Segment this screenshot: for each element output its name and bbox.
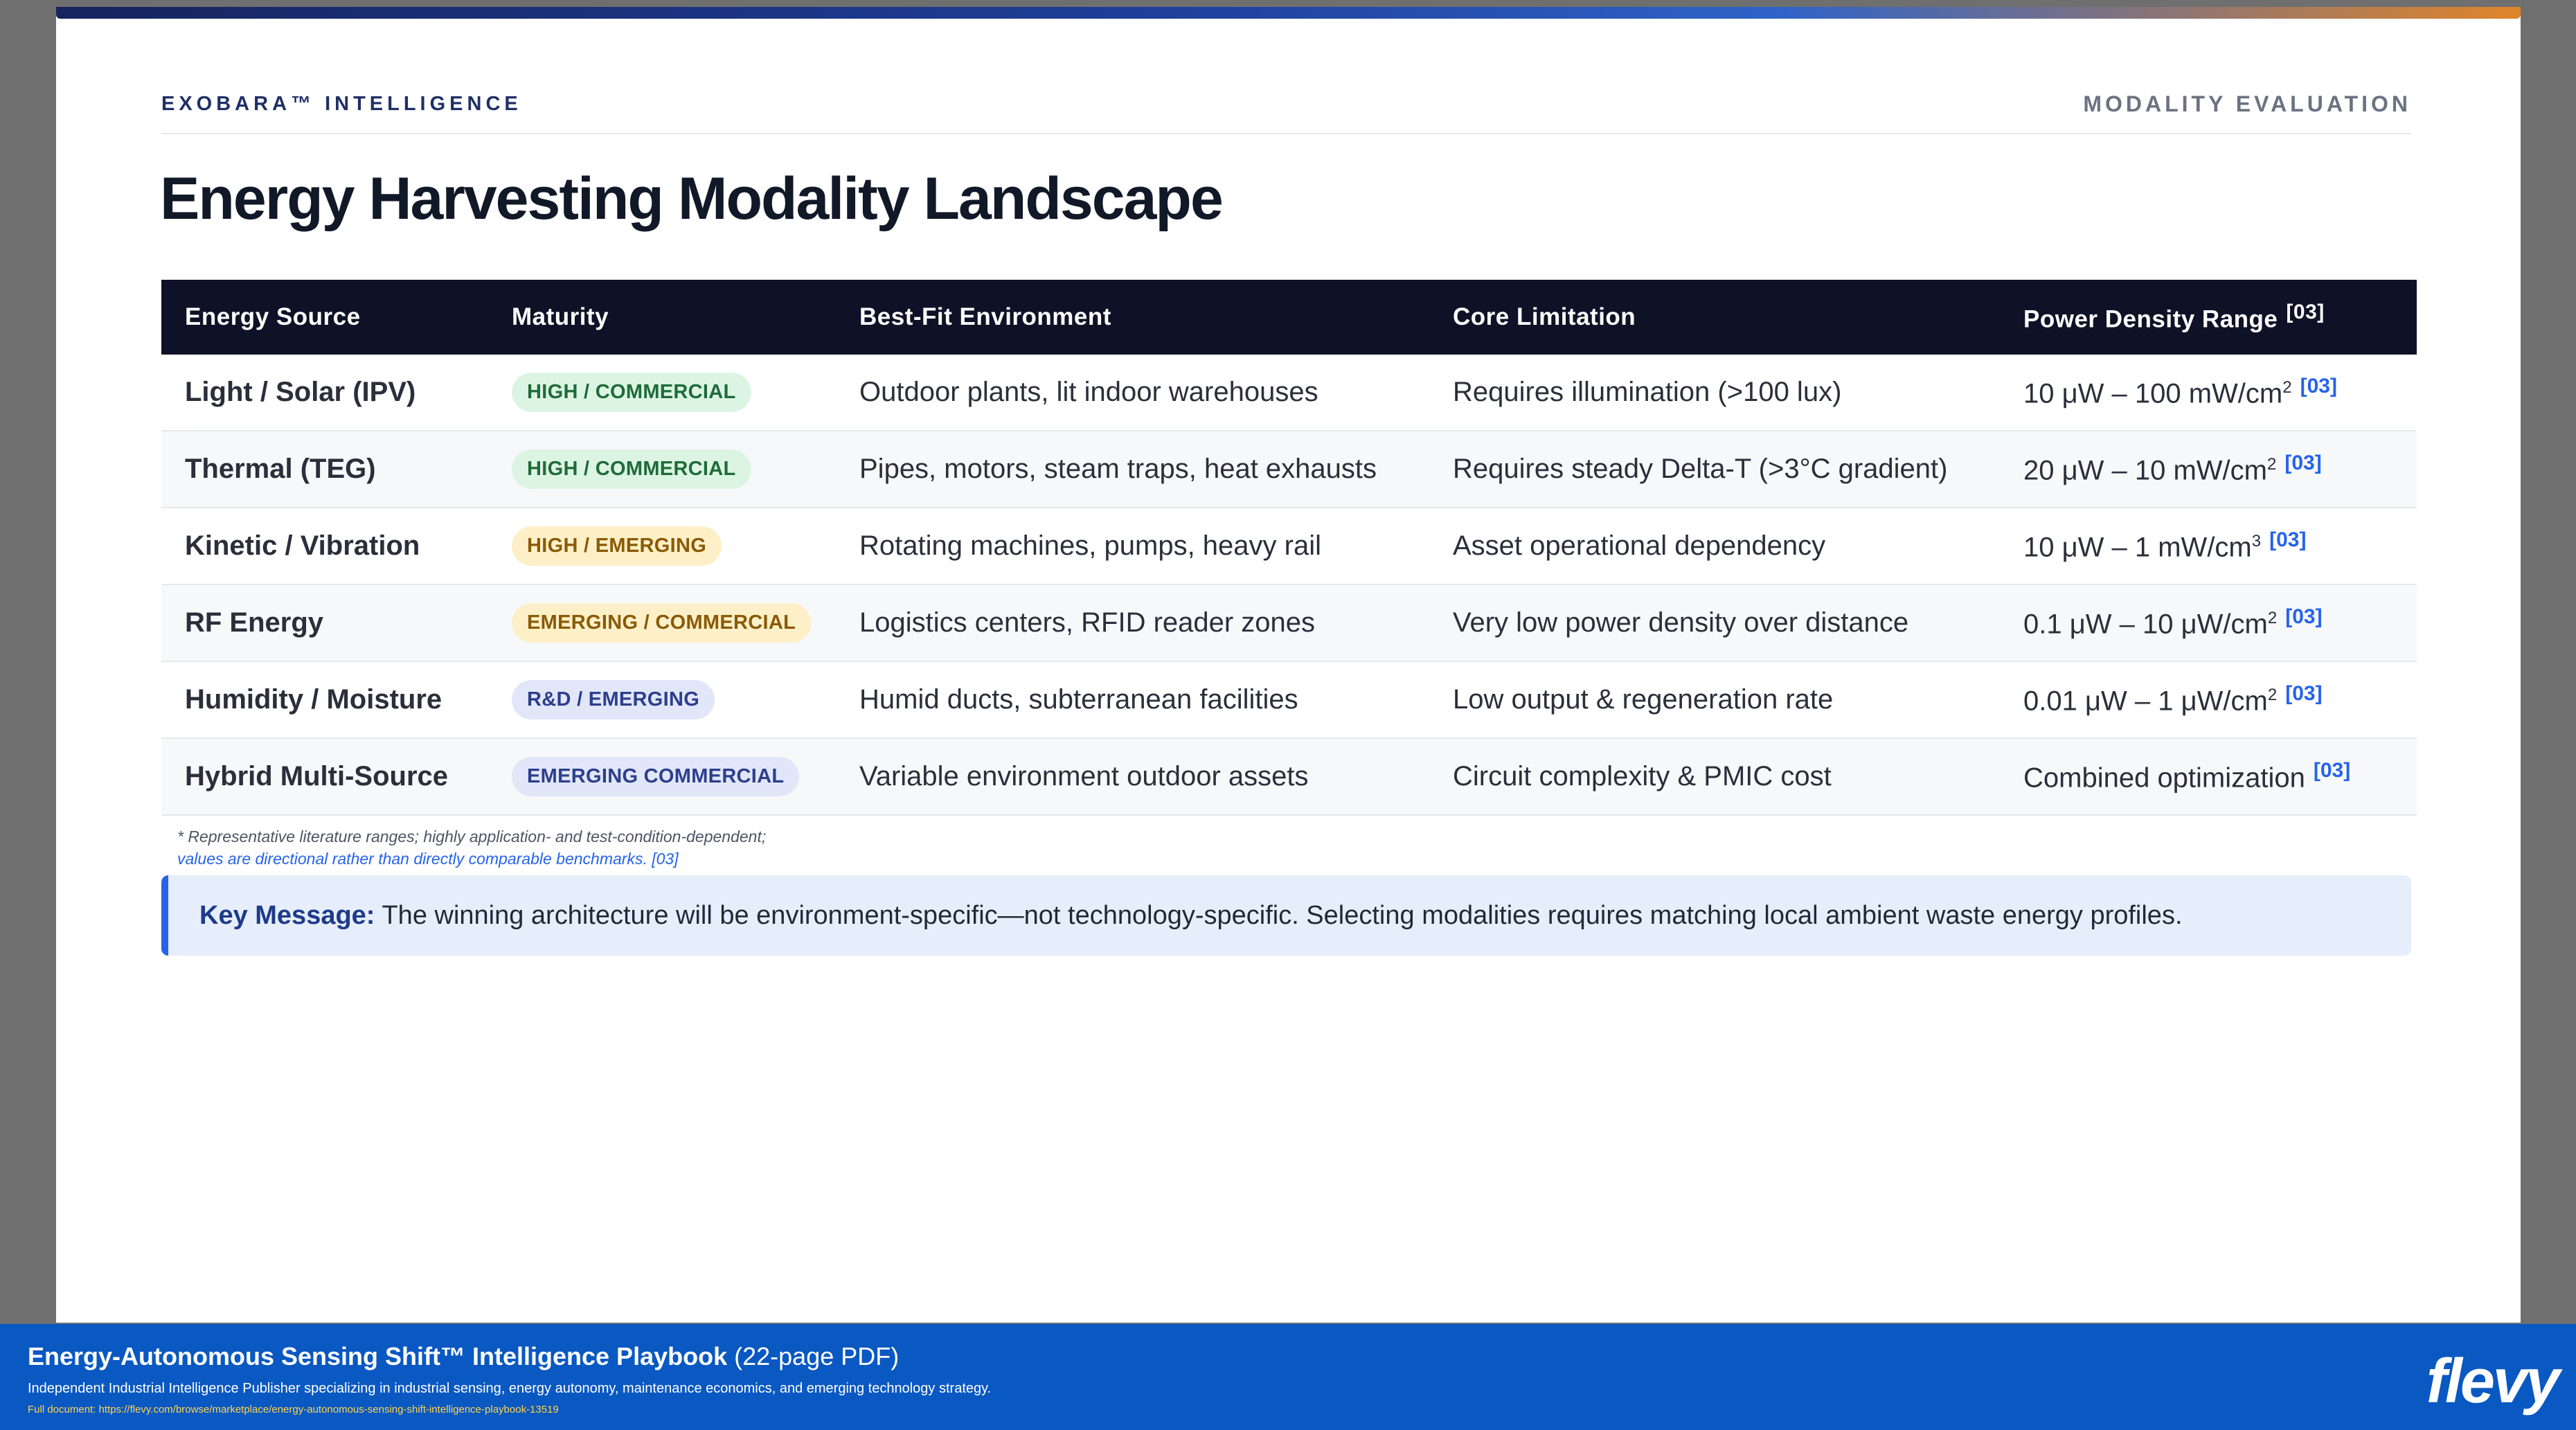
energy-source-cell: Thermal (TEG): [161, 431, 488, 508]
maturity-badge: HIGH / COMMERCIAL: [512, 373, 751, 412]
page-title: Energy Harvesting Modality Landscape: [160, 166, 1222, 232]
table-row: [161, 738, 2417, 815]
power-density-value: Combined optimization: [2023, 762, 2305, 794]
modality-table: [161, 280, 2417, 816]
table-row: [161, 508, 2417, 584]
energy-source-cell: Light / Solar (IPV): [161, 355, 488, 431]
power-density-cell: [2000, 431, 2417, 508]
limitation-cell: Requires illumination (>100 lux): [1429, 355, 2000, 431]
limitation-cell: Low output & regeneration rate: [1429, 661, 2000, 738]
power-density-value: 10 μW – 100 mW/cm: [2023, 378, 2283, 409]
unit-exponent: 2: [2267, 455, 2277, 474]
power-density-cell: [2000, 661, 2417, 738]
unit-exponent: 2: [2267, 686, 2278, 705]
full-document-link[interactable]: Full document: https://flevy.com/browse/marketplace/energy-autonomous-sensing-shift-intelligence-playbook-13519: [28, 1404, 559, 1415]
column-header-limitation: Core Limitation: [1429, 280, 2000, 355]
power-density-cell: [2000, 738, 2417, 815]
footnote-line-1: * Representative literature ranges; highly application- and test-condition-dependent;: [177, 828, 767, 846]
environment-cell: Outdoor plants, lit indoor warehouses: [836, 355, 1429, 431]
table-row: [161, 431, 2417, 508]
power-density-cell: [2000, 508, 2417, 584]
table-row: [161, 584, 2417, 661]
power-density-value: 10 μW – 1 mW/cm: [2023, 532, 2252, 563]
citation-link[interactable]: [03]: [2285, 605, 2323, 629]
limitation-cell: Very low power density over distance: [1429, 584, 2000, 661]
citation-link[interactable]: [03]: [2284, 452, 2322, 475]
power-density-cell: [2000, 584, 2417, 661]
power-density-value: 0.01 μW – 1 μW/cm: [2023, 686, 2268, 717]
column-header-maturity: Maturity: [488, 280, 836, 355]
key-message-callout: [161, 875, 2411, 956]
environment-cell: Rotating machines, pumps, heavy rail: [836, 508, 1429, 584]
maturity-cell: [488, 508, 836, 584]
environment-cell: Pipes, motors, steam traps, heat exhausts: [836, 431, 1429, 508]
document-title: [28, 1342, 899, 1371]
table-footnote: [177, 825, 766, 870]
maturity-badge: R&D / EMERGING: [512, 680, 715, 720]
section-label: MODALITY EVALUATION: [2083, 91, 2411, 116]
limitation-cell: Requires steady Delta-T (>3°C gradient): [1429, 431, 2000, 508]
slide: [56, 7, 2521, 1323]
maturity-cell: [488, 431, 836, 508]
column-header-environment: Best-Fit Environment: [836, 280, 1429, 355]
key-message-text: The winning architecture will be environment-specific—not technology-specific. Selecting modalities requires matching local ambient waste energy profiles.: [382, 900, 2183, 930]
column-header-power-density: [2000, 280, 2417, 355]
maturity-cell: [488, 738, 836, 815]
citation-link[interactable]: [03]: [2300, 375, 2337, 398]
document-footer-banner: [0, 1324, 2576, 1430]
accent-bar: [56, 7, 2521, 19]
power-density-value: 0.1 μW – 10 μW/cm: [2023, 609, 2268, 640]
publisher-description: Independent Industrial Intelligence Publisher specializing in industrial sensing, energy autonomy, maintenance economics, and emerging technology strategy.: [28, 1381, 992, 1396]
energy-source-cell: Hybrid Multi-Source: [161, 738, 488, 815]
limitation-cell: Circuit complexity & PMIC cost: [1429, 738, 2000, 815]
unit-exponent: 2: [2267, 609, 2278, 628]
brand-label: EXOBARA™ INTELLIGENCE: [161, 93, 522, 115]
environment-cell: Humid ducts, subterranean facilities: [836, 661, 1429, 738]
environment-cell: Variable environment outdoor assets: [836, 738, 1429, 815]
maturity-cell: [488, 584, 836, 661]
citation-link[interactable]: [03]: [2285, 682, 2323, 706]
energy-source-cell: Kinetic / Vibration: [161, 508, 488, 584]
unit-exponent: 2: [2282, 378, 2292, 397]
page-count: (22-page PDF): [734, 1342, 900, 1370]
maturity-badge: HIGH / EMERGING: [512, 526, 722, 566]
key-message-label: Key Message:: [199, 900, 375, 930]
citation-link[interactable]: [03]: [2313, 759, 2351, 783]
footnote-line-2: values are directional rather than directly comparable benchmarks. [03]: [177, 850, 679, 868]
energy-source-cell: Humidity / Moisture: [161, 661, 488, 738]
flevy-logo[interactable]: flevy: [2426, 1347, 2558, 1416]
limitation-cell: Asset operational dependency: [1429, 508, 2000, 584]
column-header-source: Energy Source: [161, 280, 488, 355]
column-header-citation: [03]: [2286, 301, 2325, 324]
power-density-value: 20 μW – 10 mW/cm: [2023, 455, 2267, 486]
table-row: [161, 355, 2417, 431]
document-title-text[interactable]: Energy-Autonomous Sensing Shift™ Intelligence Playbook: [28, 1342, 728, 1370]
column-header-power-density-label: Power Density Range: [2023, 305, 2278, 333]
energy-source-cell: RF Energy: [161, 584, 488, 661]
maturity-cell: [488, 355, 836, 431]
header-divider: [161, 133, 2411, 134]
environment-cell: Logistics centers, RFID reader zones: [836, 584, 1429, 661]
power-density-cell: [2000, 355, 2417, 431]
maturity-badge: EMERGING / COMMERCIAL: [512, 603, 811, 643]
maturity-badge: EMERGING COMMERCIAL: [512, 757, 799, 796]
unit-exponent: 3: [2251, 532, 2262, 551]
table-row: [161, 661, 2417, 738]
maturity-badge: HIGH / COMMERCIAL: [512, 449, 751, 489]
citation-link[interactable]: [03]: [2269, 528, 2307, 552]
maturity-cell: [488, 661, 836, 738]
table-header-row: [161, 280, 2417, 355]
